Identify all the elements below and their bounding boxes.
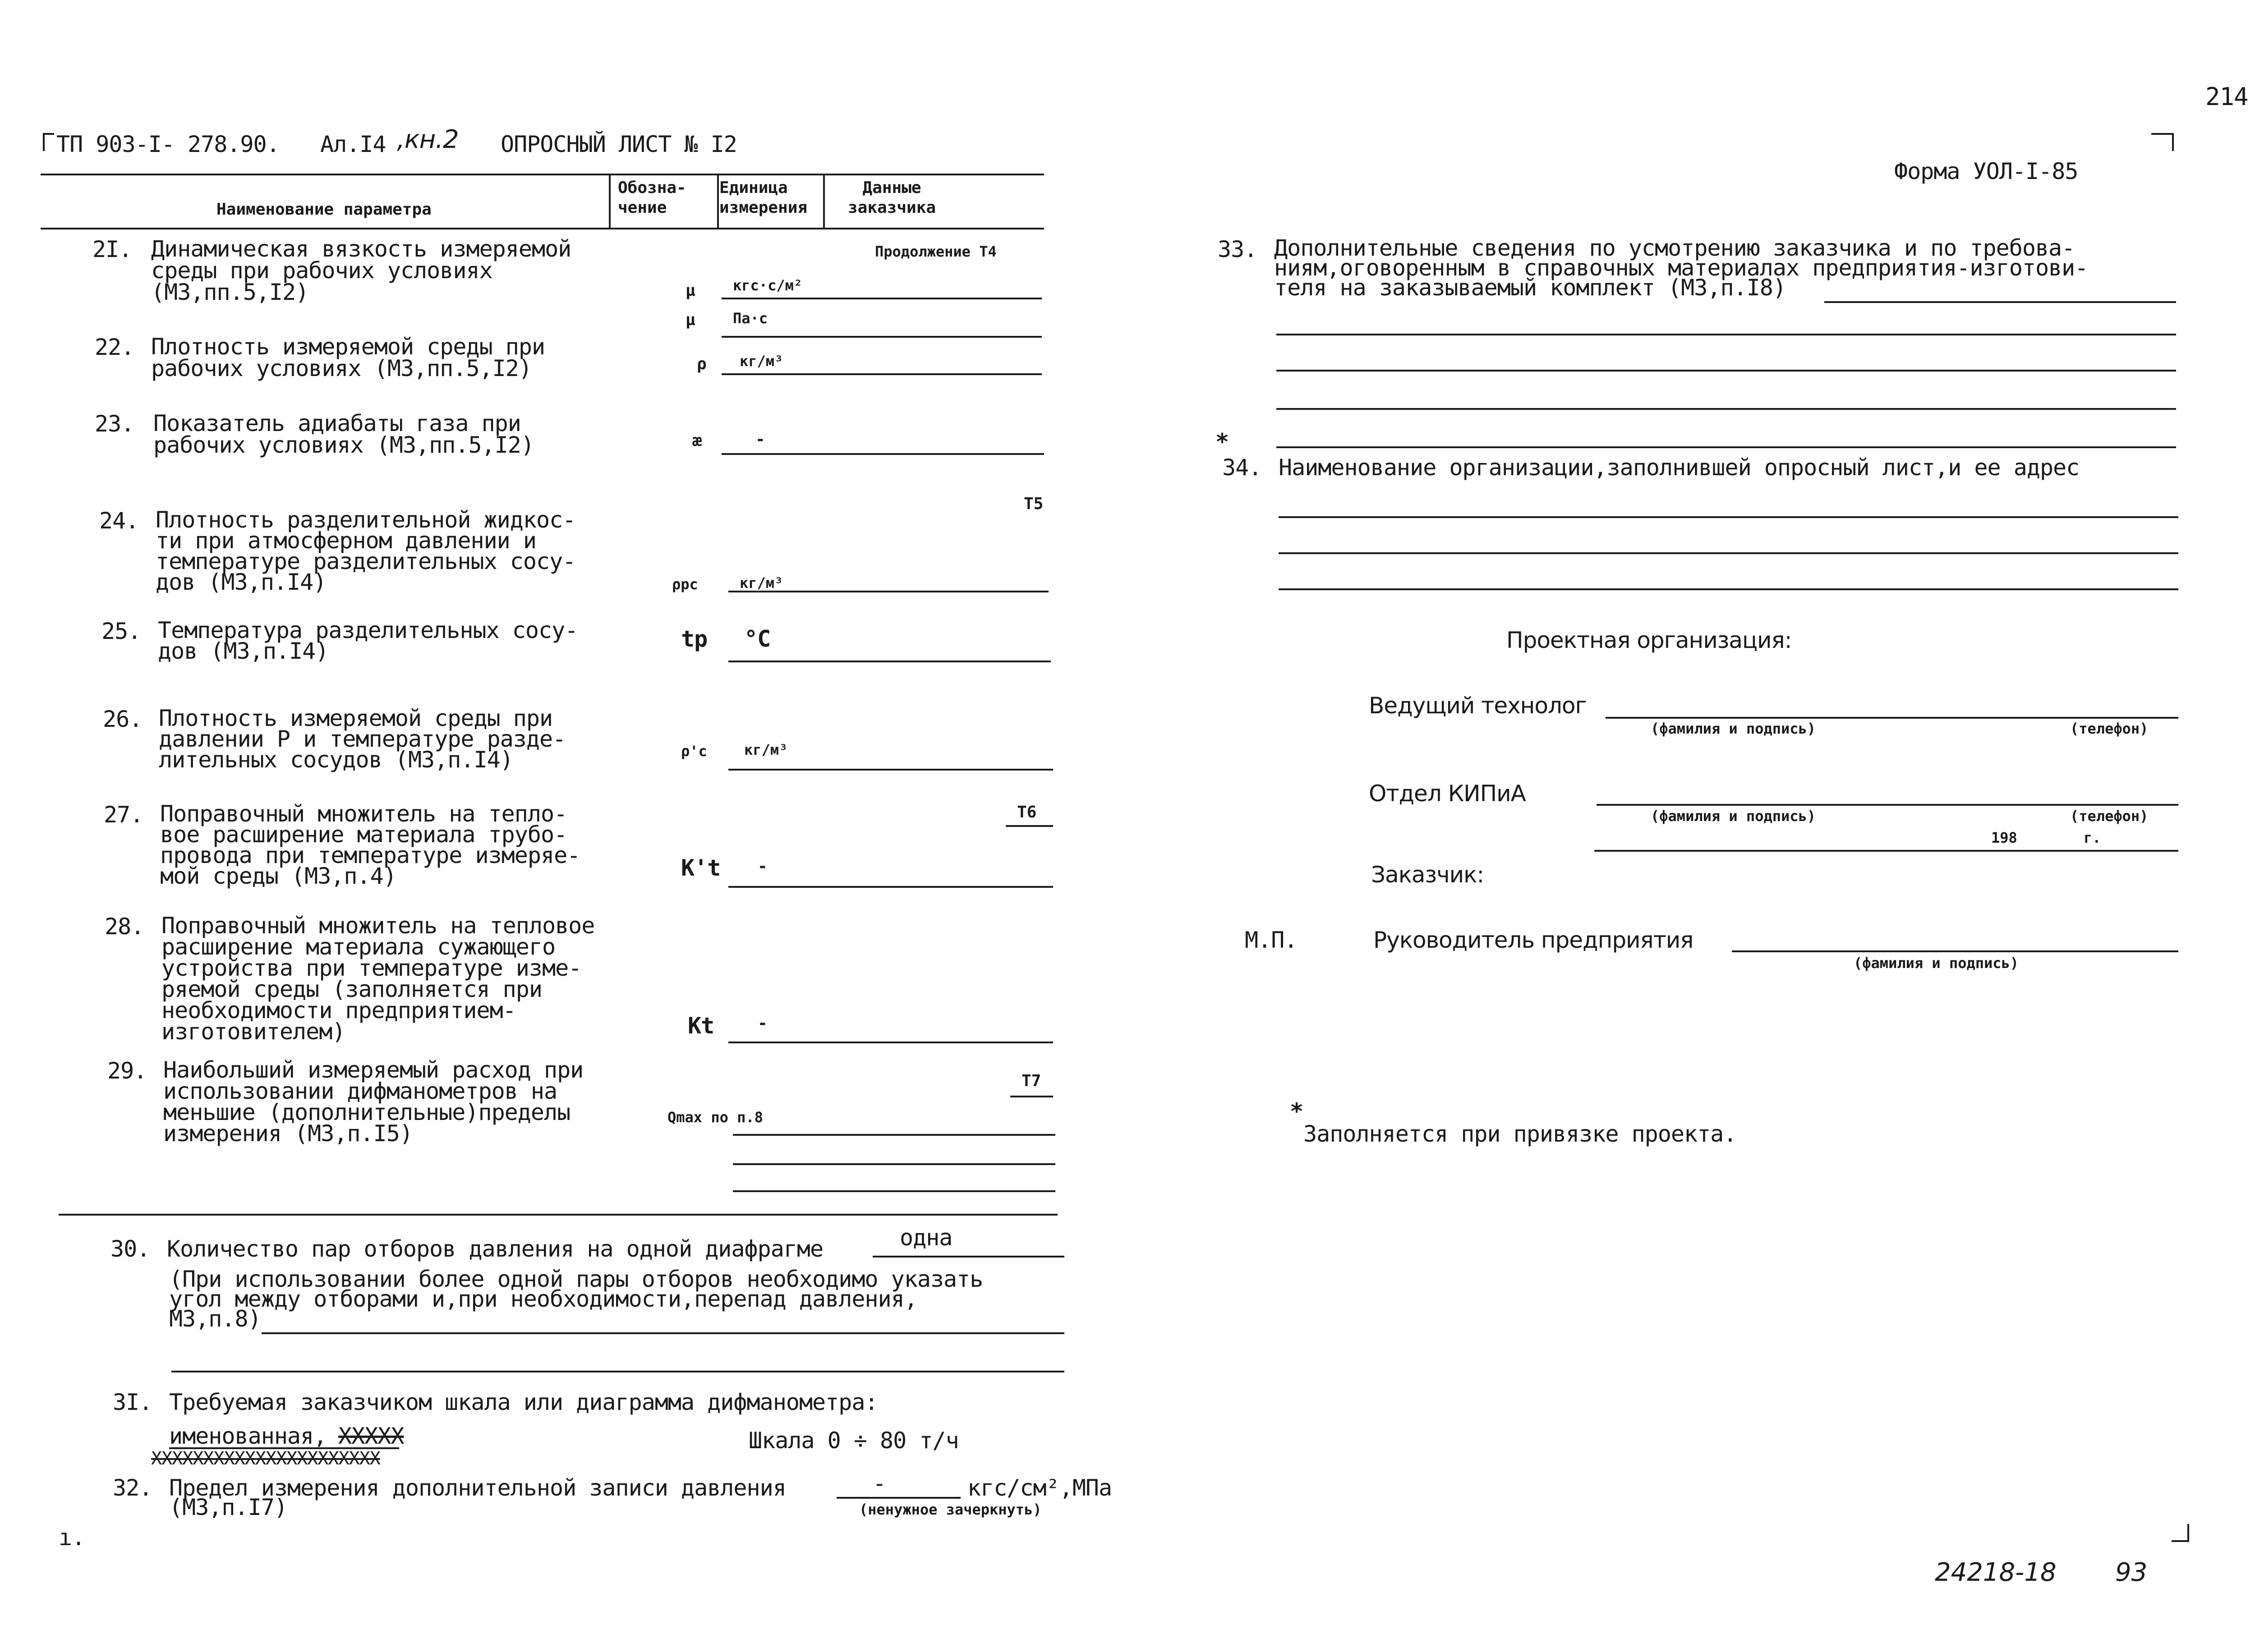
item-32-input-line <box>837 1497 961 1499</box>
item-26-unit: кг/м³ <box>744 741 788 758</box>
column-header-symbol: Обозна- чение <box>618 179 686 217</box>
item-31-option-struck: XXXXX <box>338 1423 404 1449</box>
director-label: Руководитель предприятия <box>1373 927 1694 953</box>
project-org-label: Проектная организация: <box>1506 627 1792 653</box>
item-24-symbol: ρрс <box>672 576 698 593</box>
archive-number: 24218-18 <box>1935 1558 2057 1587</box>
item-23-input-line <box>722 453 1044 455</box>
sheet-number: 93 <box>2115 1558 2148 1587</box>
kip-dept-year: 198 <box>1991 829 2017 846</box>
lead-technologist-phone-caption: (телефон) <box>2070 720 2149 737</box>
album-number: Ал.I4 <box>320 131 386 157</box>
item-26-number: 26. <box>103 706 143 732</box>
kip-dept-name-caption: (фамилия и подпись) <box>1651 808 1816 825</box>
item-30-input-line <box>873 1256 1064 1257</box>
item-34-star: * <box>1215 429 1229 455</box>
item-34-text: Наименование организации,заполнившей опросный лист,и ее адрес <box>1279 454 2080 481</box>
item-30-number: 30. <box>110 1236 150 1262</box>
footnote-text: Заполняется при привязке проекта. <box>1303 1121 1737 1147</box>
item-33-text: Дополнительные сведения по усмотрению заказчика и по требова- ниям,оговоренным в справочных материалах предприятия-изготови- теля на заказываемый комплект (МЗ,п.I8) <box>1274 235 2088 301</box>
item-23-number: 23. <box>95 411 134 437</box>
customer-label: Заказчик: <box>1371 862 1484 888</box>
item-33-number: 33. <box>1218 236 1257 262</box>
kip-dept-phone-caption: (телефон) <box>2070 808 2149 825</box>
column-divider <box>717 174 719 228</box>
item-32-note: (ненужное зачеркнуть) <box>859 1501 1042 1518</box>
item-31-option-struck-2: XXXXXXXXXXXXXXXXXXXXXX <box>151 1448 380 1469</box>
book-number: ,кн.2 <box>397 125 459 154</box>
corner-mark <box>2187 1524 2189 1542</box>
item-26-input-line <box>728 769 1053 771</box>
lead-technologist-sign-line <box>1606 717 2178 719</box>
item-33-input-line-2 <box>1276 334 2176 335</box>
item-30-text: Количество пар отборов давления на одной диафрагме <box>167 1236 824 1262</box>
item-34-number: 34. <box>1222 454 1262 481</box>
item-21-input-line-2 <box>722 336 1042 338</box>
item-22-number: 22. <box>95 334 134 360</box>
item-29-number: 29. <box>107 1058 147 1084</box>
corner-mark: ı. <box>59 1524 85 1551</box>
item-31-option-named: именованная, <box>169 1423 327 1449</box>
item-26-symbol: ρ'с <box>681 743 707 760</box>
column-header-param: Наименование параметра <box>216 200 432 219</box>
item-23-unit: - <box>755 430 765 449</box>
item-32-unit: кгс/см²,МПа <box>967 1475 1112 1501</box>
item-30-note-line-2 <box>171 1371 1064 1372</box>
column-header-unit: Единица измерения <box>719 179 808 217</box>
item-28-text: Поправочный множитель на тепловое расширение материала сужающего устройства при температуре изме- ряемой среды (заполняется при необходимости предприятием- изготовителем) <box>161 913 595 1045</box>
item-27-number: 27. <box>104 802 143 828</box>
seal-place-label: М.П. <box>1245 927 1298 953</box>
item-25-symbol: tр <box>681 626 708 652</box>
item-27-symbol: K't <box>681 855 721 881</box>
item-31-text: Требуемая заказчиком шкала или диаграмма дифманометра: <box>169 1389 878 1415</box>
item-28-unit: - <box>758 1014 768 1032</box>
item-30-note-line-1 <box>262 1332 1064 1334</box>
item-31-number: 3I. <box>113 1389 152 1415</box>
item-21-number: 2I. <box>92 236 132 262</box>
item-30-note: (При использовании более одной пары отборов необходимо указать угол между отборами и,при необходимости,перепад давления, МЗ,п.8) <box>169 1266 983 1332</box>
kip-dept-year-suffix: г. <box>2084 829 2101 846</box>
item-29-text: Наибольший измеряемый расход при использовании дифманометров на меньшие (дополнительные)пределы измерения (МЗ,п.I5) <box>163 1057 584 1147</box>
item-28-symbol: Kt <box>688 1013 714 1039</box>
item-25-text: Температура разделительных сосу- дов (МЗ,п.I4) <box>158 617 578 664</box>
item-32-value: - <box>873 1470 886 1496</box>
item-32-number: 32. <box>113 1475 152 1501</box>
item-31-scale: Шкала 0 ÷ 80 т/ч <box>749 1427 959 1454</box>
item-25-number: 25. <box>101 618 141 644</box>
item-29-input-line-2 <box>733 1163 1055 1165</box>
item-32-text: Предел измерения дополнительной записи давления <box>169 1475 786 1501</box>
item-27-unit: - <box>758 857 768 876</box>
director-sign-line <box>1732 950 2178 952</box>
page-number: 214 <box>2205 83 2248 111</box>
t6-underline <box>1006 825 1053 827</box>
item-21-unit-2: Па·с <box>733 310 768 327</box>
item-33-input-line-1 <box>1824 301 2176 303</box>
item-32-ref: (МЗ,п.I7) <box>169 1494 287 1520</box>
table-marker-t7: Т7 <box>1022 1072 1041 1090</box>
item-21-text: Динамическая вязкость измеряемой среды при рабочих условиях (МЗ,пп.5,I2) <box>151 236 571 305</box>
item-34-input-line-3 <box>1279 588 2178 590</box>
kip-dept-label: Отдел КИПиА <box>1369 780 1526 807</box>
corner-mark <box>2172 1540 2189 1542</box>
kip-dept-date-line <box>1594 850 2178 852</box>
kip-dept-sign-line <box>1597 804 2178 806</box>
item-34-input-line-1 <box>1279 516 2178 518</box>
table-marker-t6: Т6 <box>1017 803 1037 821</box>
corner-mark <box>2172 133 2174 151</box>
item-29-symbol: Qmax по п.8 <box>667 1109 763 1126</box>
table-marker-t5: Т5 <box>1024 495 1044 513</box>
item-25-unit: °C <box>744 626 771 652</box>
item-24-number: 24. <box>99 508 139 534</box>
lead-technologist-label: Ведущий технолог <box>1369 693 1587 719</box>
item-34-input-line-2 <box>1279 552 2178 554</box>
item-24-unit: кг/м³ <box>740 574 783 592</box>
table-header-rule <box>41 228 1044 229</box>
item-22-text: Плотность измеряемой среды при рабочих условиях (МЗ,пп.5,I2) <box>151 334 545 381</box>
item-22-unit: кг/м³ <box>740 353 783 370</box>
item-30-value: одна <box>900 1225 953 1251</box>
item-29-input-line-1 <box>733 1134 1055 1136</box>
continuation-label: Продолжение Т4 <box>875 243 997 260</box>
item-27-input-line <box>728 886 1053 888</box>
item-23-symbol: æ <box>692 431 702 450</box>
lead-technologist-name-caption: (фамилия и подпись) <box>1651 720 1816 737</box>
item-21-input-line-1 <box>722 298 1042 299</box>
section-separator <box>59 1214 1058 1216</box>
corner-mark <box>43 133 54 135</box>
item-21-symbol-2: μ <box>686 311 695 329</box>
item-22-symbol: ρ <box>697 355 707 373</box>
director-name-caption: (фамилия и подпись) <box>1854 954 2019 972</box>
column-header-data: Данные заказчика <box>848 179 936 217</box>
item-28-input-line <box>728 1042 1053 1043</box>
item-33-input-line-3 <box>1276 370 2176 372</box>
footnote-star: * <box>1290 1098 1303 1124</box>
item-22-input-line <box>722 373 1042 375</box>
table-top-rule <box>41 174 1044 175</box>
item-21-symbol-1: μ <box>686 281 695 300</box>
item-24-text: Плотность разделительной жидкос- ти при атмосферном давлении и температуре разделительных сосу- дов (МЗ,п.I4) <box>156 507 576 595</box>
item-26-text: Плотность измеряемой среды при давлении Р и температуре разде- лительных сосудов (МЗ,п.I4) <box>159 705 566 773</box>
item-28-number: 28. <box>105 913 144 940</box>
column-divider <box>823 174 825 228</box>
form-label: Форма УОЛ-I-85 <box>1894 158 2078 184</box>
item-27-text: Поправочный множитель на тепло- вое расширение материала трубо- провода при температуре измеряе- мой среды (МЗ,п.4) <box>160 801 580 889</box>
item-29-input-line-3 <box>733 1190 1055 1192</box>
doc-reference: ТП 903-I- 278.90. <box>56 131 280 157</box>
column-divider <box>609 174 611 228</box>
item-24-input-line <box>728 591 1049 592</box>
item-33-input-line-4 <box>1276 408 2176 410</box>
sheet-title: ОПРОСНЫЙ ЛИСТ № I2 <box>501 131 737 157</box>
item-21-unit-1: кгс·с/м² <box>733 277 803 294</box>
item-25-input-line <box>728 661 1051 662</box>
corner-mark <box>2151 133 2174 135</box>
t7-underline <box>1010 1096 1053 1097</box>
item-23-text: Показатель адиабаты газа при рабочих условиях (МЗ,пп.5,I2) <box>153 410 534 458</box>
item-33-input-line-5 <box>1276 446 2176 448</box>
corner-mark <box>43 133 45 151</box>
